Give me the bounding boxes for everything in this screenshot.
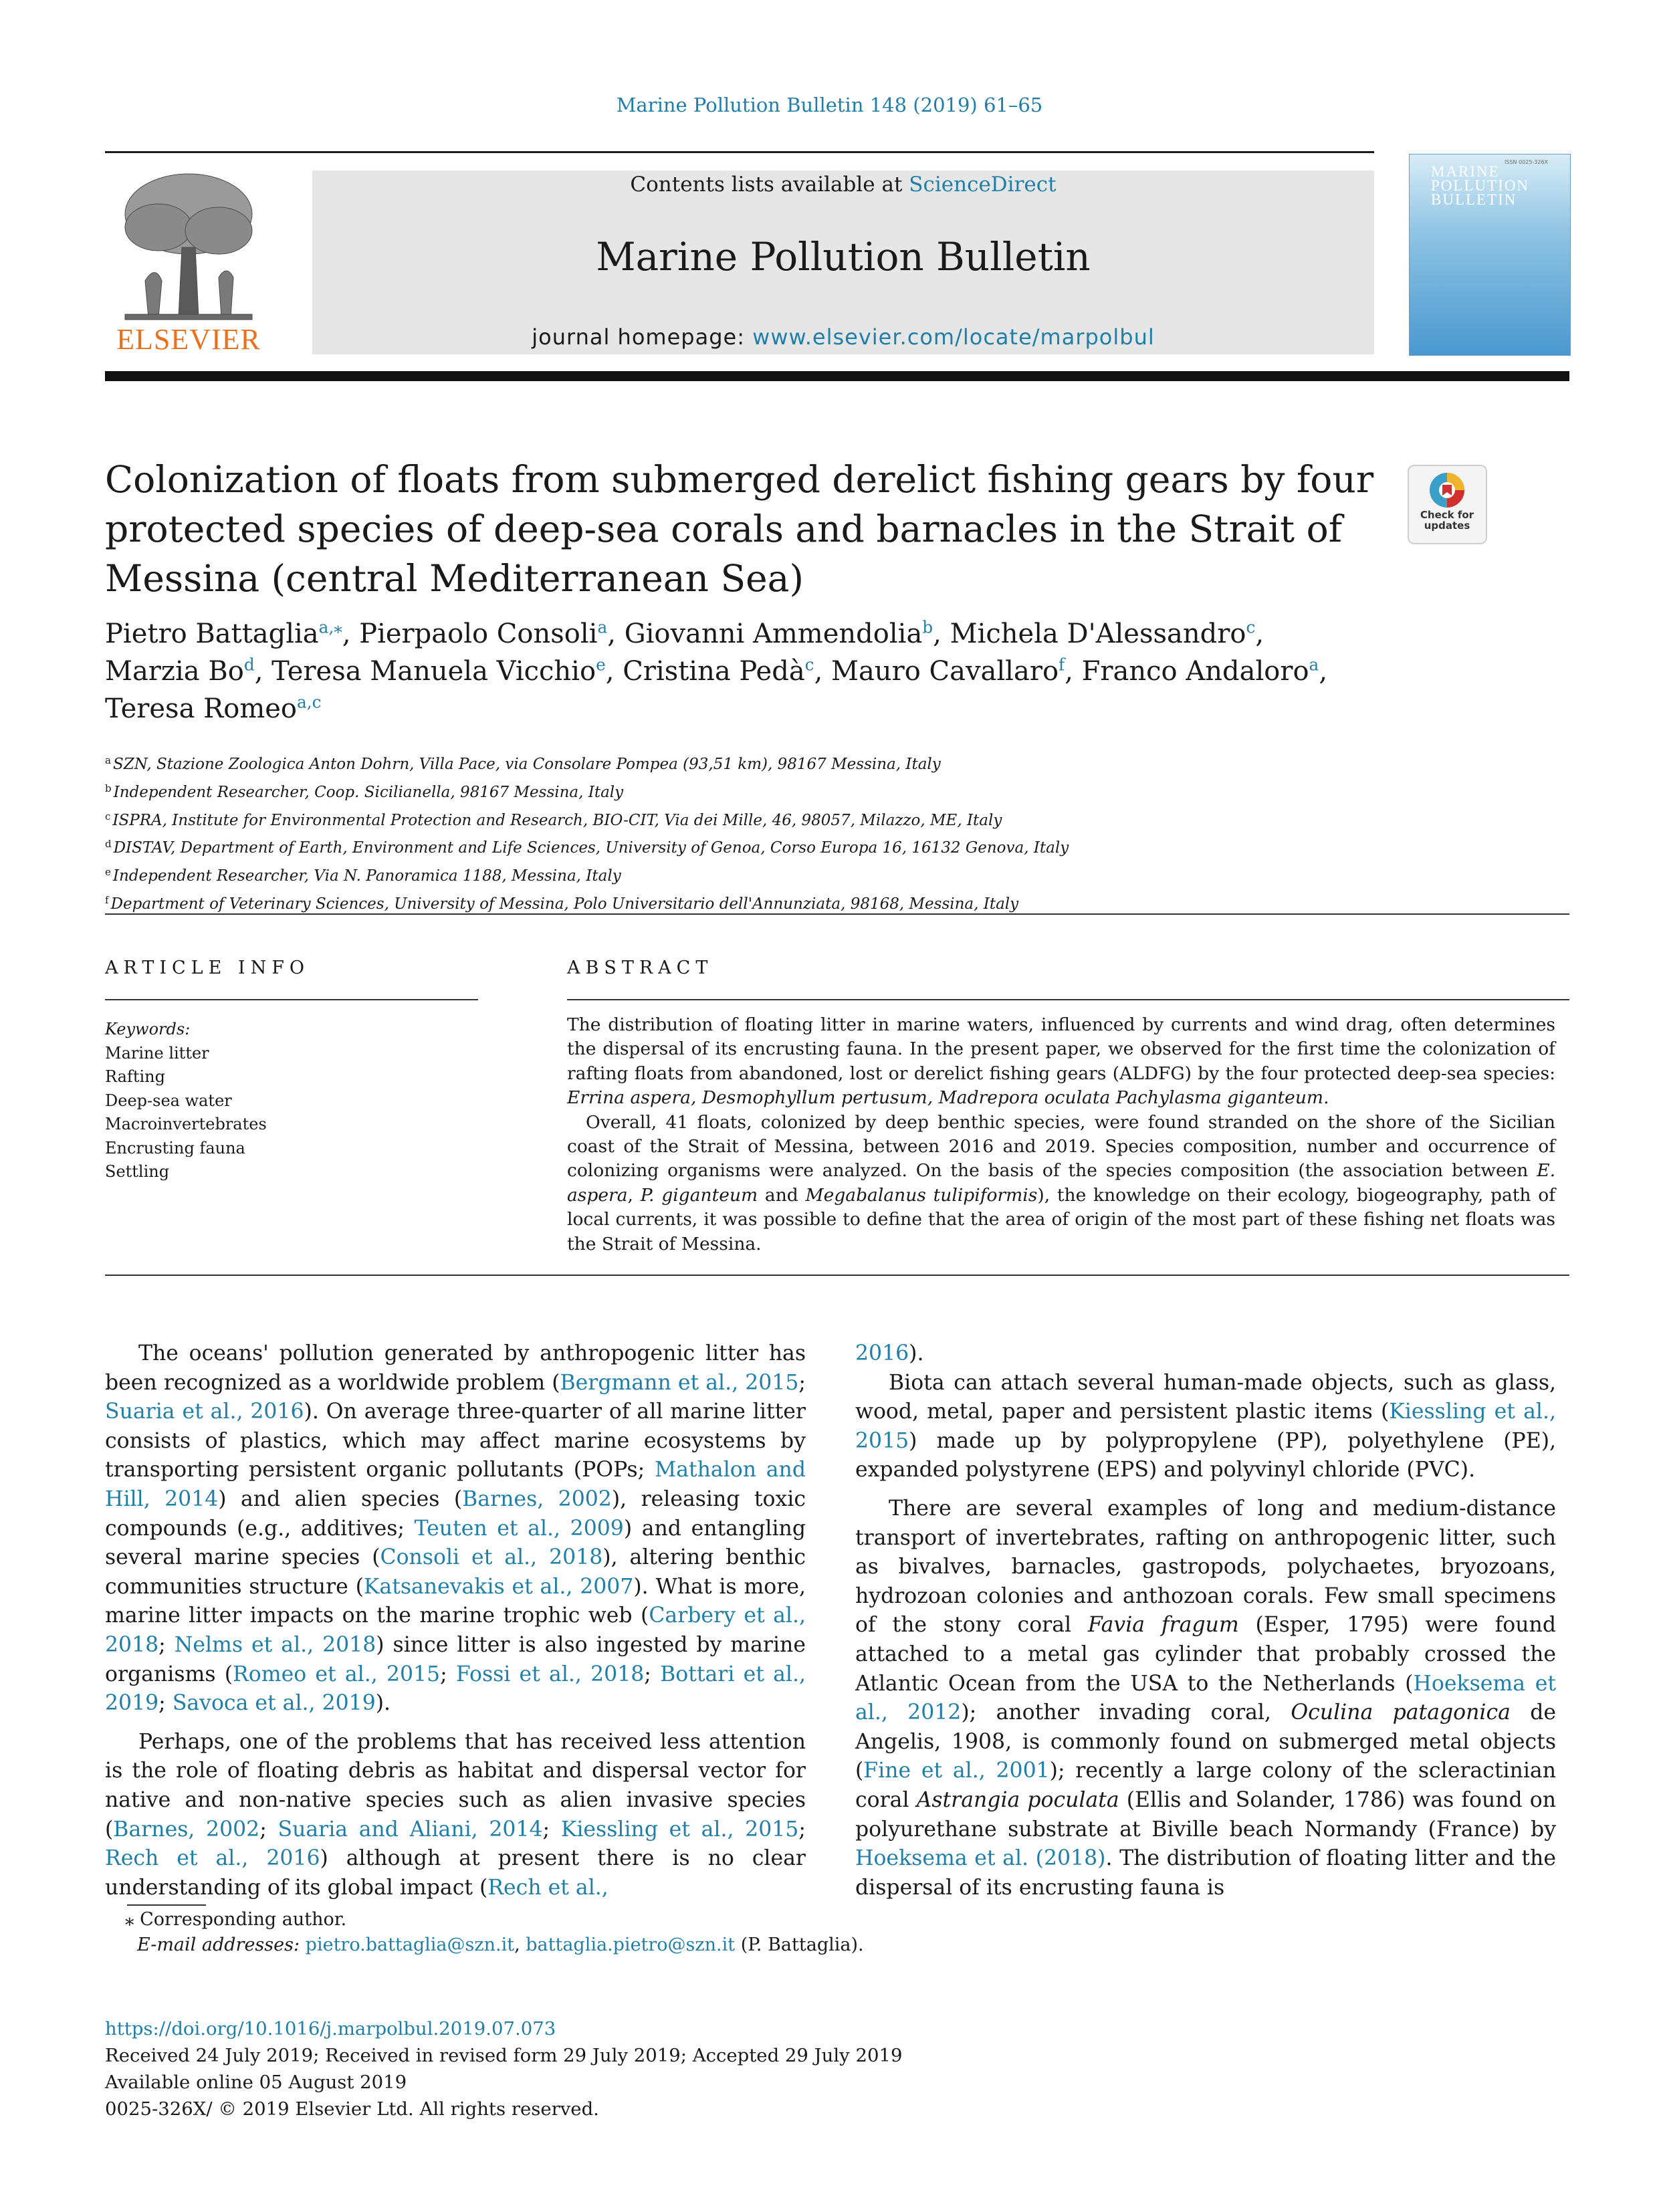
doi-link[interactable]: https://doi.org/10.1016/j.marpolbul.2019.07.073 bbox=[105, 2018, 556, 2039]
citation-link[interactable]: Teuten et al., 2009 bbox=[414, 1516, 624, 1541]
journal-title: Marine Pollution Bulletin bbox=[596, 234, 1091, 280]
text-run: (Esper, 1795) were found attached to a metal gas cylinder that probably crossed the Atlantic Ocean from the USA to the Netherlands ( bbox=[855, 1613, 1556, 1696]
text-run: ), releasing toxic compounds (e.g., additives; bbox=[105, 1486, 806, 1541]
citation-link[interactable]: Nelms et al., 2018 bbox=[174, 1632, 376, 1657]
affiliation: $^d$ DISTAV, Department of Earth, Environment and Life Sciences, University of Genoa, Corso Europa 16, 16132 Genova, Italy bbox=[105, 838, 1069, 857]
text-run: ; bbox=[644, 1662, 661, 1686]
species-name: Favia fragum bbox=[1087, 1613, 1239, 1638]
keywords-block bbox=[105, 1018, 479, 1184]
online-date: Available online 05 August 2019 bbox=[105, 2072, 407, 2093]
author-affil-sup[interactable]: d bbox=[243, 655, 255, 675]
body-column-left bbox=[105, 1339, 806, 1902]
journal-homepage bbox=[312, 324, 1374, 350]
affiliation: $^f$ Department of Veterinary Sciences, University of Messina, Polo Universitario dell'Annunziata, 98168, Messina, Italy bbox=[105, 893, 1019, 913]
author[interactable]: Cristina Pedà$^c$ bbox=[623, 655, 814, 687]
citation-link[interactable]: Consoli et al., 2018 bbox=[380, 1545, 603, 1570]
text-run: ) and entangling several marine species ( bbox=[105, 1516, 806, 1570]
citation-link[interactable]: Katsanevakis et al., 2007 bbox=[363, 1574, 634, 1599]
author-list: Pietro Battaglia$^{a,⁎}$, Pierpaolo Consoli$^a$, Giovanni Ammendolia$^b$, Michela D'Alessandro$^c$, Marzia Bo$^d$, Teresa Manuela Vicchio$^e$, Cristina Pedà$^c$, Mauro Cavallaro$^f$, Franco Andaloro$^a$, Teresa Romeo$^{a,c}$ bbox=[105, 617, 1328, 724]
divider bbox=[105, 999, 478, 1000]
citation-link[interactable]: Rech et al., bbox=[487, 1875, 609, 1900]
keyword: Encrusting fauna bbox=[105, 1138, 245, 1157]
citation-link[interactable]: Mathalon and Hill, 2014 bbox=[105, 1458, 806, 1511]
cover-title: MARINE POLLUTION BULLETIN bbox=[1431, 163, 1530, 208]
keywords-label: Keywords: bbox=[105, 1020, 191, 1038]
author[interactable]: Marzia Bo$^d$ bbox=[105, 655, 255, 687]
affiliation: $^b$ Independent Researcher, Coop. Sicilianella, 98167 Messina, Italy bbox=[105, 782, 624, 801]
crossmark-icon bbox=[1409, 466, 1486, 513]
text-run: ; bbox=[798, 1370, 806, 1395]
corresponding-note: ⁎ Corresponding author. bbox=[125, 1909, 347, 1930]
affiliation: $^c$ ISPRA, Institute for Environmental Protection and Research, BIO-CIT, Via dei Mille, 46, 98057, Milazzo, ME, Italy bbox=[105, 810, 1002, 829]
author[interactable]: Franco Andaloro$^a$ bbox=[1081, 655, 1319, 687]
footnotes bbox=[125, 1907, 1061, 1958]
homepage-prefix: journal homepage: bbox=[532, 324, 753, 350]
text-run: The oceans' pollution generated by anthropogenic litter has been recognized as a worldwide problem ( bbox=[105, 1341, 806, 1395]
text-run: ). On average three-quarter of all marine litter consists of plastics, which may affect marine ecosystems by transporting persistent organic pollutants (POPs; bbox=[105, 1400, 806, 1482]
text-run: ; bbox=[798, 1817, 806, 1842]
author-affil-sup[interactable]: c bbox=[804, 655, 814, 675]
text-run: Perhaps, one of the problems that has received less attention is the role of floating debris as habitat and dispersal vector for native and non-native species such as alien invasive species ( bbox=[105, 1729, 806, 1842]
cover-issn: ISSN 0025-326X bbox=[1505, 159, 1549, 165]
keyword: Marine litter bbox=[105, 1043, 209, 1063]
text-run: ; bbox=[542, 1817, 561, 1842]
text-run: ; bbox=[158, 1632, 175, 1657]
citation-link[interactable]: Bergmann et al., 2015 bbox=[560, 1370, 799, 1395]
species-name: Oculina patagonica bbox=[1291, 1700, 1511, 1725]
author-affil-sup[interactable]: c bbox=[1246, 617, 1256, 637]
article-title: Colonization of floats from submerged derelict fishing gears by four protected species of deep-sea corals and barnacles in the Strait of Messina (central Mediterranean Sea) bbox=[105, 458, 1374, 600]
text-run: There are several examples of long and medium-distance transport of invertebrates, rafting on anthropogenic litter, such as bivalves, barnacles, gastropods, polychaetes, bryozoans, hydrozoan colonies and anthozoan corals. Few small specimens of the stony coral bbox=[855, 1496, 1556, 1638]
citation-link[interactable]: Rech et al., 2016 bbox=[105, 1846, 320, 1871]
author[interactable]: Giovanni Ammendolia$^b$ bbox=[624, 617, 933, 649]
keyword: Deep-sea water bbox=[105, 1091, 232, 1110]
text-run: ); recently a large colony of the scleractinian coral bbox=[855, 1759, 1556, 1812]
keyword: Settling bbox=[105, 1162, 170, 1181]
text-run: ). What is more, marine litter impacts on the marine trophic web ( bbox=[105, 1574, 806, 1628]
header-rule bbox=[105, 371, 1569, 381]
author-affil-sup[interactable]: e bbox=[596, 655, 606, 675]
body-paragraph bbox=[855, 1495, 1556, 1902]
divider bbox=[105, 913, 1569, 915]
text-run: ; bbox=[158, 1691, 173, 1716]
publisher-name: ELSEVIER bbox=[116, 323, 261, 356]
crossmark-badge[interactable] bbox=[1408, 465, 1487, 544]
citation-link[interactable]: Kiessling et al., 2015 bbox=[560, 1817, 799, 1842]
email-label: E-mail addresses: bbox=[137, 1934, 306, 1955]
citation-link[interactable]: Hoeksema et al., 2012 bbox=[855, 1671, 1557, 1725]
citation-link[interactable]: Carbery et al., 2018 bbox=[105, 1603, 806, 1657]
body-paragraph bbox=[105, 1339, 806, 1719]
citation-link[interactable]: Barnes, 2002 bbox=[113, 1817, 260, 1842]
body-paragraph bbox=[855, 1339, 1556, 1369]
text-run: ) although at present there is no clear understanding of its global impact ( bbox=[105, 1846, 806, 1900]
author[interactable]: Michela D'Alessandro$^c$ bbox=[950, 617, 1256, 649]
species-name: Astrangia poculata bbox=[916, 1787, 1119, 1812]
homepage-link[interactable]: www.elsevier.com/locate/marpolbul bbox=[752, 324, 1155, 350]
crossmark-text bbox=[1410, 510, 1484, 531]
affiliation: $^e$ Independent Researcher, Via N. Panoramica 1188, Messina, Italy bbox=[105, 866, 621, 885]
author[interactable]: Mauro Cavallaro$^f$ bbox=[831, 655, 1065, 687]
text-run: ; bbox=[440, 1662, 456, 1686]
citation-link[interactable]: Fossi et al., 2018 bbox=[455, 1662, 645, 1686]
author[interactable]: Pietro Battaglia$^{a,⁎}$ bbox=[105, 617, 342, 649]
text-run: Biota can attach several human-made objects, such as glass, wood, metal, paper and persistent plastic items ( bbox=[855, 1370, 1556, 1424]
citation-link[interactable]: Barnes, 2002 bbox=[462, 1486, 612, 1511]
citation-link[interactable]: Savoca et al., 2019 bbox=[172, 1691, 376, 1716]
author-affil-sup[interactable]: b bbox=[922, 617, 933, 637]
text-run: ; bbox=[259, 1817, 278, 1842]
text-run: de Angelis, 1908, is commonly found on submerged metal objects ( bbox=[855, 1700, 1556, 1783]
citation-link[interactable]: 2016 bbox=[855, 1341, 909, 1365]
text-run: ). bbox=[909, 1341, 924, 1365]
author-affil-sup[interactable]: a,c bbox=[297, 692, 322, 712]
divider bbox=[105, 1275, 1569, 1276]
citation-link[interactable]: Romeo et al., 2015 bbox=[233, 1662, 441, 1686]
text-run: ) made up by polypropylene (PP), polyethylene (PE), expanded polystyrene (EPS) and polyvinyl chloride (PVC). bbox=[855, 1428, 1556, 1482]
footnote-rule bbox=[127, 1904, 206, 1906]
citation-link[interactable]: Fine et al., 2001 bbox=[863, 1759, 1050, 1783]
sciencedirect-link[interactable]: ScienceDirect bbox=[909, 173, 1057, 197]
affiliations bbox=[105, 749, 1569, 917]
contents-prefix: Contents lists available at bbox=[630, 173, 909, 197]
affiliation: $^a$ SZN, Stazione Zoologica Anton Dohrn, Villa Pace, via Consolare Pompea (93,51 km), 98167 Messina, Italy bbox=[105, 754, 941, 773]
author[interactable]: Teresa Romeo$^{a,c}$ bbox=[105, 692, 322, 724]
journal-citation[interactable]: Marine Pollution Bulletin 148 (2019) 61–65 bbox=[616, 94, 1043, 116]
text-run: . The distribution of floating litter and the dispersal of its encrusting fauna is bbox=[855, 1846, 1556, 1900]
citation-link[interactable]: Kiessling et al., 2015 bbox=[855, 1400, 1556, 1453]
body-paragraph bbox=[855, 1369, 1556, 1485]
author-affil-sup[interactable]: f bbox=[1059, 655, 1065, 675]
email-link[interactable]: battaglia.pietro@szn.it bbox=[526, 1934, 736, 1955]
copyright: 0025-326X/ © 2019 Elsevier Ltd. All rights reserved. bbox=[105, 2098, 599, 2120]
citation-link[interactable]: Suaria et al., 2016 bbox=[105, 1400, 304, 1424]
author-affil-sup[interactable]: a,⁎ bbox=[318, 617, 342, 637]
article-meta bbox=[105, 2015, 1175, 2122]
text-run: ); another invading coral, bbox=[961, 1700, 1291, 1725]
citation-link[interactable]: Suaria and Aliani, 2014 bbox=[278, 1817, 543, 1842]
text-run: ) since litter is also ingested by marine organisms ( bbox=[105, 1632, 806, 1686]
text-run: ). bbox=[375, 1691, 391, 1716]
abstract-heading: ABSTRACT bbox=[567, 958, 713, 978]
author-affil-sup[interactable]: a bbox=[597, 617, 608, 637]
citation-link[interactable]: Hoeksema et al. (2018) bbox=[855, 1846, 1106, 1871]
text-run: ) and alien species ( bbox=[218, 1486, 463, 1511]
history: Received 24 July 2019; Received in revised form 29 July 2019; Accepted 29 July 2019 bbox=[105, 2045, 903, 2066]
text-run: ), altering benthic communities structure ( bbox=[105, 1545, 806, 1599]
article-info-heading: ARTICLE INFO bbox=[105, 958, 310, 978]
author[interactable]: Pierpaolo Consoli$^a$ bbox=[359, 617, 608, 649]
divider bbox=[567, 999, 1569, 1000]
abstract-paragraph: Overall, 41 floats, colonized by deep benthic species, were found stranded on the shore of the Sicilian coast of the Strait of Messina, between 2016 and 2019. Species composition, number and occurrence of colonizing organisms were analyzed. On the basis of the species composition (the association between E. aspera, P. giganteum and Megabalanus tulipiformis), the knowledge on their ecology, biogeography, path of local currents, it was possible to define that the area of origin of the most part of these fishing net floats was the Strait of Messina. bbox=[567, 1111, 1556, 1254]
keyword: Macroinvertebrates bbox=[105, 1115, 267, 1133]
abstract-body bbox=[567, 1013, 1555, 1256]
text-run: (Ellis and Solander, 1786) was found on polyurethane substrate at Biville beach Normandy (France) by bbox=[855, 1787, 1556, 1842]
author[interactable]: Teresa Manuela Vicchio$^e$ bbox=[271, 655, 606, 687]
elsevier-logo[interactable] bbox=[105, 167, 272, 358]
keyword: Rafting bbox=[105, 1067, 165, 1086]
author-affil-sup[interactable]: a bbox=[1309, 655, 1319, 675]
citation-link[interactable]: Bottari et al., 2019 bbox=[105, 1662, 806, 1716]
abstract-paragraph: The distribution of floating litter in marine waters, influenced by currents and wind drag, often determines the dispersal of its encrusting fauna. In the present paper, we observed for the first time the colonization of rafting floats from abandoned, lost or derelict fishing gears (ALDFG) by the four protected deep-sea species: Errina aspera, Desmophyllum pertusum, Madrepora oculata Pachylasma giganteum. bbox=[567, 1014, 1555, 1109]
crossmark-line1: Check for bbox=[1420, 509, 1474, 521]
body-column-right bbox=[855, 1339, 1556, 1902]
email-link[interactable]: pietro.battaglia@szn.it bbox=[305, 1934, 515, 1955]
top-rule bbox=[105, 151, 1374, 153]
crossmark-line2: updates bbox=[1424, 520, 1470, 532]
body-paragraph bbox=[105, 1728, 806, 1903]
contents-line bbox=[312, 173, 1374, 197]
email-line: E-mail addresses: pietro.battaglia@szn.it, battaglia.pietro@szn.it (P. Battaglia). bbox=[137, 1934, 864, 1955]
